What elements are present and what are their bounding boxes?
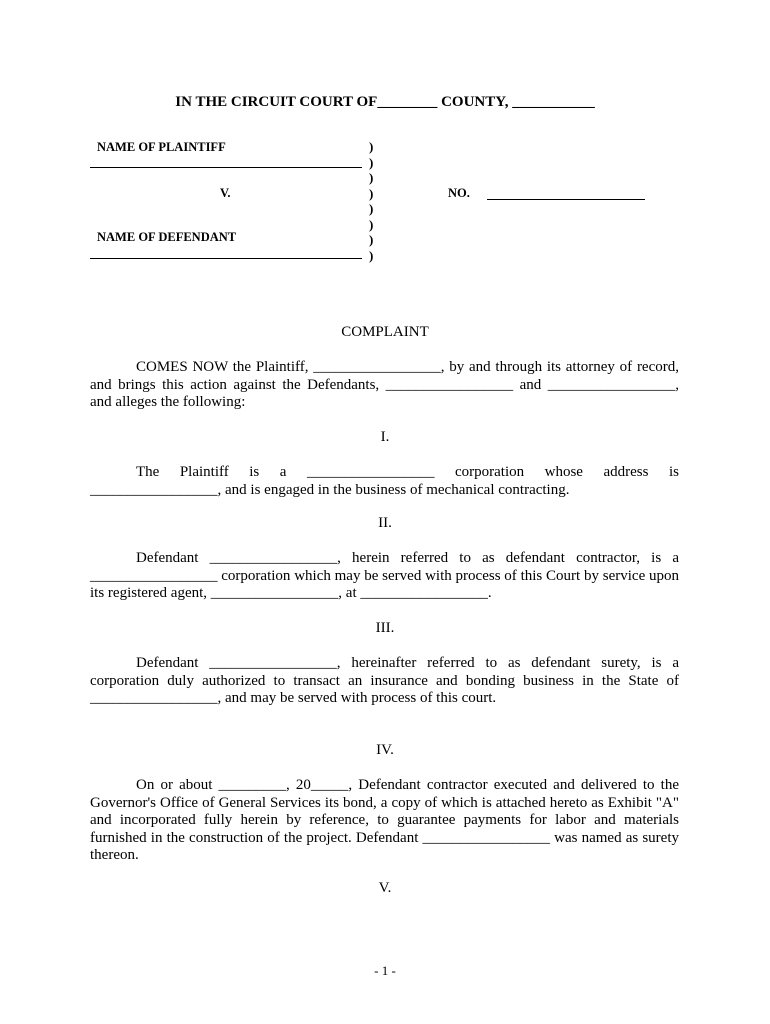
plaintiff-label: NAME OF PLAINTIFF [97, 140, 226, 154]
caption-parentheses: ) ) ) ) ) ) ) ) [369, 139, 374, 263]
section-paragraph-3: Defendant _________________, hereinafter referred to as defendant surety, is a corporation duly authorized to transact an insurance and bonding business in the State of _________________, and may be served with process of this court. [90, 655, 679, 706]
intro-paragraph: COMES NOW the Plaintiff, _________________, by and through its attorney of record, and brings this action against the Defendants, _________________ and _________________, and alleges the following: [90, 359, 679, 410]
page-number: - 1 - [374, 963, 396, 978]
versus-label: V. [220, 186, 231, 200]
defendant-signature-line [90, 258, 362, 259]
section-heading-3: III. [375, 620, 395, 636]
plaintiff-signature-line [90, 167, 362, 168]
section-heading-2: II. [378, 515, 392, 531]
section-paragraph-4: On or about _________, 20_____, Defendant contractor executed and delivered to the Governor's Office of General Services its bond, a copy of which is attached hereto as Exhibit "A" and incorporated fully herein by reference, to guarantee payments for labor and materials furnished in the construction of the project. Defendant _________________ was named as surety thereon. [90, 777, 679, 863]
section-heading-5: V. [378, 880, 392, 896]
defendant-label: NAME OF DEFENDANT [97, 230, 237, 244]
court-title: IN THE CIRCUIT COURT OF________ COUNTY, ___________ [175, 94, 595, 110]
section-paragraph-2: Defendant _________________, herein referred to as defendant contractor, is a _________________ corporation which may be served with process of this Court by service upon its registered agent, _________________, at _________________. [90, 550, 679, 601]
case-number-label: NO. [448, 186, 470, 200]
case-number-line [487, 199, 645, 200]
section-paragraph-1: The Plaintiff is a _________________ corporation whose address is _________________, and is engaged in the business of mechanical contracting. [90, 464, 679, 498]
section-heading-4: IV. [376, 742, 394, 758]
document-title: COMPLAINT [341, 324, 429, 340]
section-heading-1: I. [380, 429, 390, 445]
